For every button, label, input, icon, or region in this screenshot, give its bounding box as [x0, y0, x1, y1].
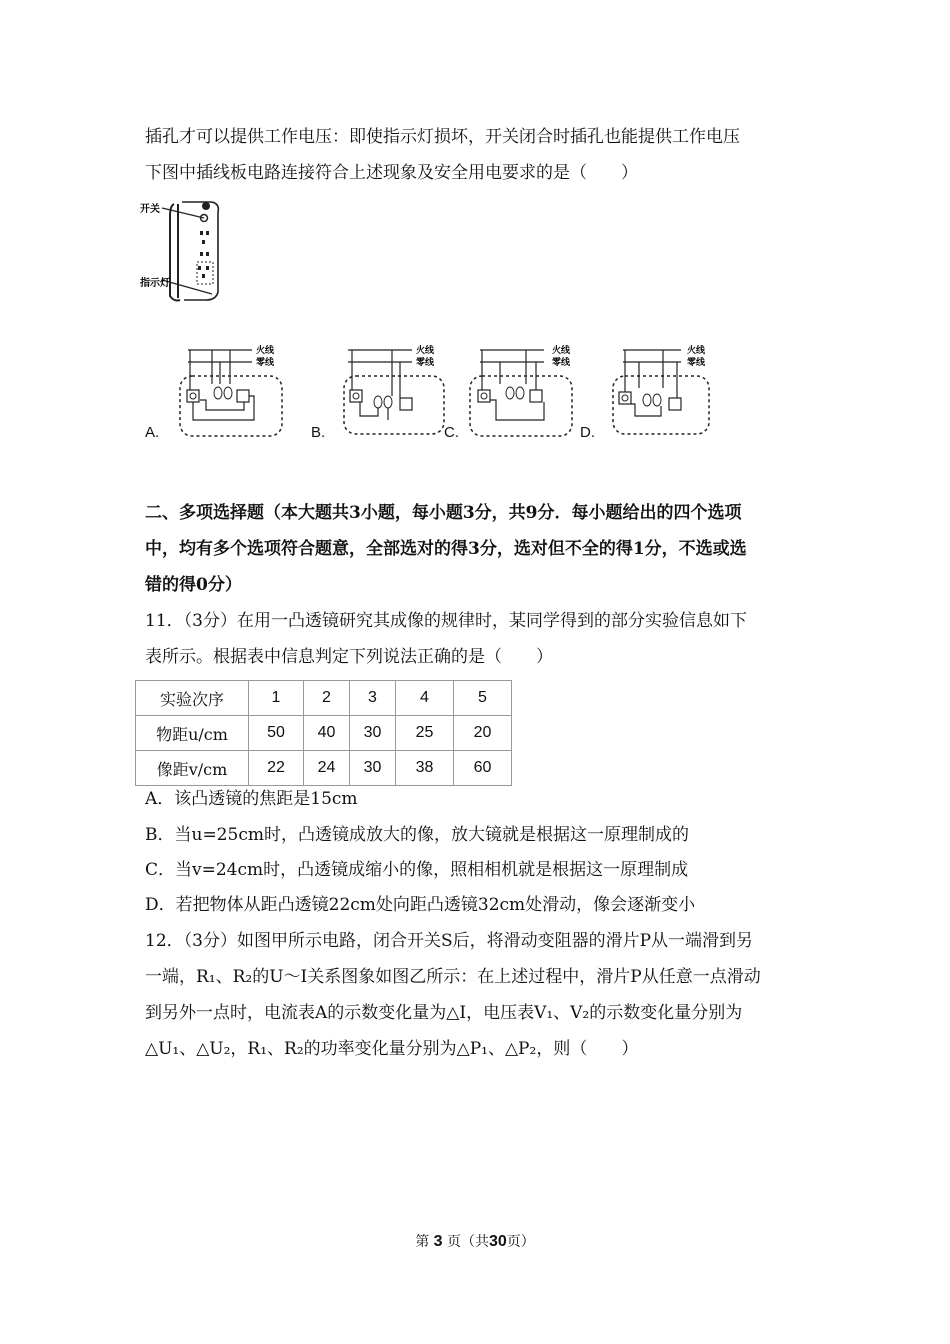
- svg-text:零线: 零线: [552, 358, 571, 368]
- switch-label: 开关: [140, 204, 160, 215]
- table-cell: 5: [454, 681, 512, 716]
- table-cell: 38: [396, 751, 454, 786]
- section-title: 二、多项选择题（本大题共3小题，每小题3分，共9分．每小题给出的四个选项: [145, 503, 742, 523]
- page-number: 3: [433, 1233, 443, 1250]
- table-cell: 物距u/cm: [136, 716, 249, 751]
- option-text: A．该凸透镜的焦距是15cm: [145, 789, 358, 809]
- table-cell: 40: [304, 716, 350, 751]
- question-11-text: 表所示。根据表中信息判定下列说法正确的是（ ）: [145, 647, 553, 667]
- question-12-text: △U₁、△U₂，R₁、R₂的功率变化量分别为△P₁、△P₂，则（ ）: [145, 1039, 639, 1059]
- question-12-text: 一端，R₁、R₂的U～I关系图象如图乙所示：在上述过程中，滑片P从任意一点滑动: [145, 967, 761, 987]
- option-b-label: B.: [311, 424, 326, 441]
- option-a-label: A.: [145, 424, 160, 441]
- table-cell: 25: [396, 716, 454, 751]
- table-cell: 20: [454, 716, 512, 751]
- lamp-label: 指示灯: [140, 278, 170, 289]
- table-cell: 30: [350, 751, 396, 786]
- table-row: [136, 716, 512, 751]
- circuit-diagram-c: [460, 340, 600, 440]
- table-cell: 24: [304, 751, 350, 786]
- question-12-text: 12．（3分）如图甲所示电路，闭合开关S后，将滑动变阻器的滑片P从一端滑到另: [145, 931, 754, 951]
- table-cell: 2: [304, 681, 350, 716]
- svg-text:零线: 零线: [256, 358, 275, 368]
- section-title: 错的得0分）: [145, 575, 242, 595]
- table-row: [136, 681, 512, 716]
- section-title: 中，均有多个选项符合题意，全部选对的得3分，选对但不全的得1分，不选或选: [145, 539, 747, 559]
- question-12-text: 到另外一点时，电流表A的示数变化量为△I，电压表V₁、V₂的示数变化量分别为: [145, 1003, 743, 1023]
- svg-text:零线: 零线: [687, 358, 706, 368]
- svg-text:火线: 火线: [552, 346, 571, 356]
- table-cell: 60: [454, 751, 512, 786]
- option-text: C．当v=24cm时，凸透镜成缩小的像，照相相机就是根据这一原理制成: [145, 860, 689, 880]
- option-d-label: D.: [580, 424, 595, 441]
- text-line: 下图中插线板电路连接符合上述现象及安全用电要求的是（ ）: [145, 163, 638, 183]
- page-total: 30: [489, 1233, 507, 1250]
- table-cell: 22: [249, 751, 304, 786]
- table-cell: 像距v/cm: [136, 751, 249, 786]
- svg-text:火线: 火线: [416, 346, 435, 356]
- circuit-diagram-d: [605, 340, 745, 440]
- svg-text:零线: 零线: [416, 358, 435, 368]
- text-line: 插孔才可以提供工作电压：即使指示灯损坏，开关闭合时插孔也能提供工作电压: [145, 127, 740, 147]
- table-cell: 4: [396, 681, 454, 716]
- option-text: D．若把物体从距凸透镜22cm处向距凸透镜32cm处滑动，像会逐渐变小: [145, 895, 696, 915]
- page-footer: 第 3 页（共30页）: [415, 1233, 535, 1250]
- circuit-diagram-a: [170, 340, 310, 440]
- table-cell: 30: [350, 716, 396, 751]
- table-cell: 实验次序: [136, 681, 249, 716]
- svg-text:火线: 火线: [687, 346, 706, 356]
- power-strip-figure: [140, 196, 230, 306]
- table-row: [136, 751, 512, 786]
- question-11-text: 11．（3分）在用一凸透镜研究其成像的规律时，某同学得到的部分实验信息如下: [145, 611, 747, 631]
- experiment-table: [135, 680, 512, 786]
- table-cell: 1: [249, 681, 304, 716]
- table-cell: 3: [350, 681, 396, 716]
- svg-text:火线: 火线: [256, 346, 275, 356]
- option-text: B．当u=25cm时，凸透镜成放大的像，放大镜就是根据这一原理制成的: [145, 825, 689, 845]
- option-c-label: C.: [444, 424, 459, 441]
- table-cell: 50: [249, 716, 304, 751]
